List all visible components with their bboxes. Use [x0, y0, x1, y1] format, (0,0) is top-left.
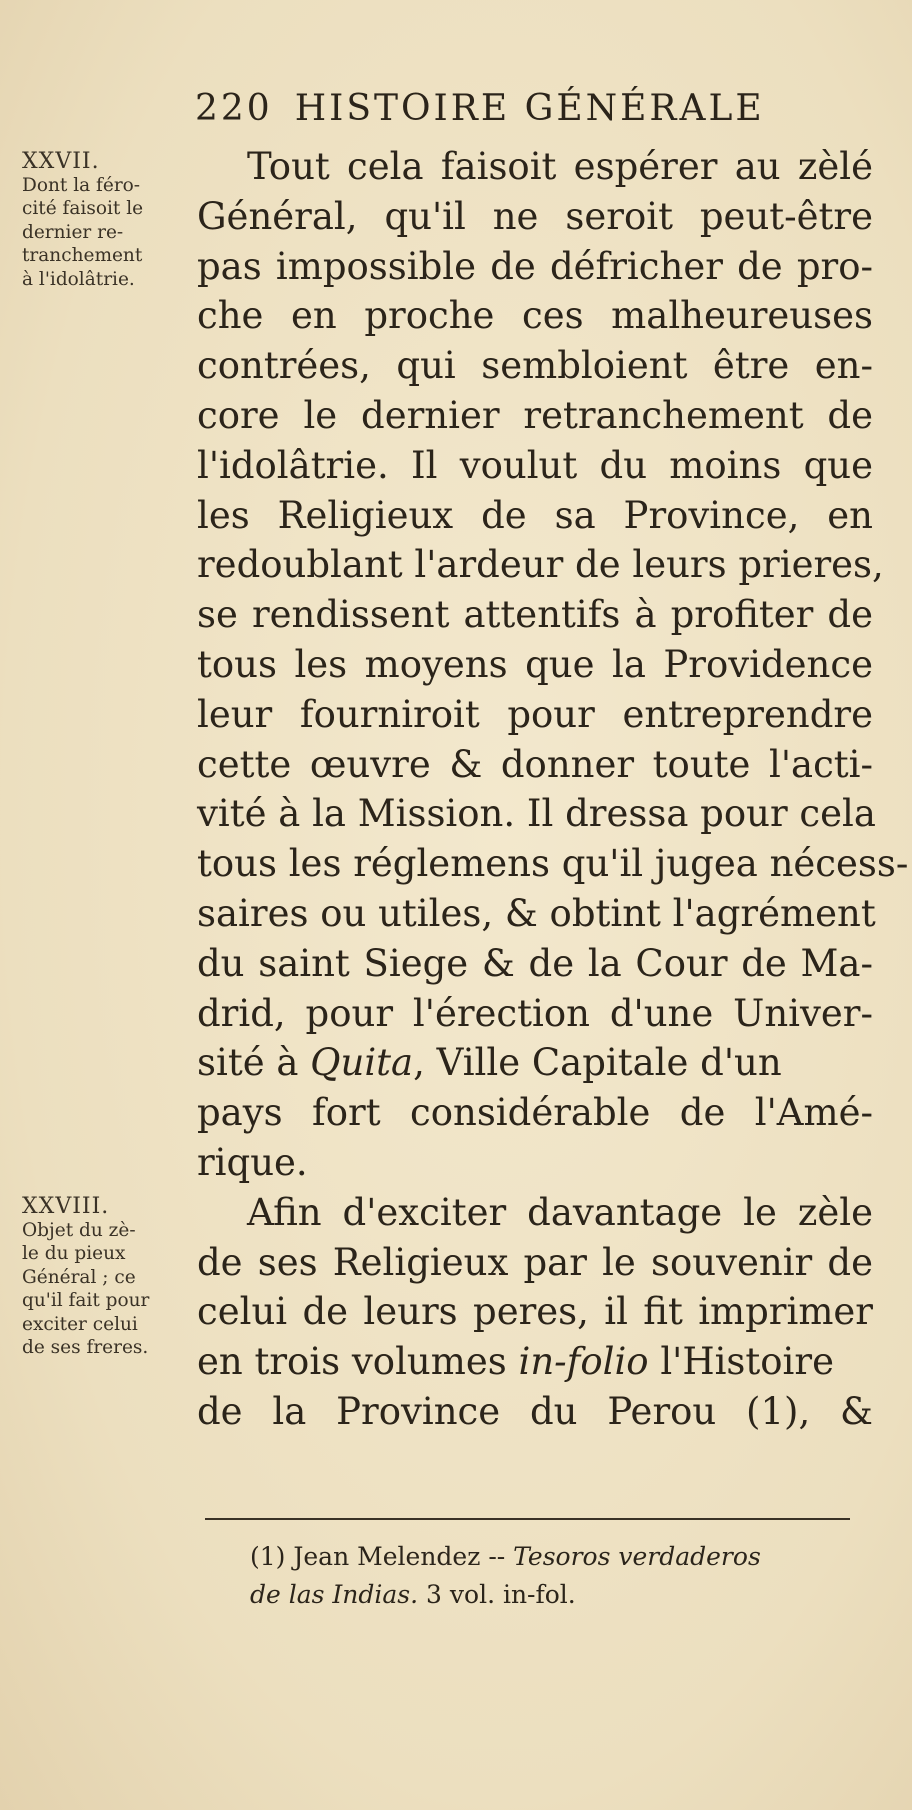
text-line: redoublant l'ardeur de leurs prieres, [197, 543, 884, 587]
place-name-quita: Quita [310, 1041, 414, 1085]
text-line: Général, qu'il ne seroit peut-être [197, 194, 873, 238]
margin-note-28 [22, 1195, 197, 1360]
footnote-rule [205, 1518, 850, 1520]
main-text [197, 142, 909, 1437]
text-line: drid, pour l'érection d'une Univer- [197, 991, 873, 1035]
text-line: tous les réglemens qu'il jugea nécess- [197, 842, 909, 886]
text-line: che en proche ces malheureuses [197, 294, 873, 338]
margin-note-line: Général ; ce [22, 1266, 136, 1288]
margin-note-27 [22, 150, 197, 291]
text-line: pays fort considérable de l'Amé- [197, 1091, 873, 1135]
margin-note-number: XXVIII. [22, 1194, 110, 1219]
text-line: de ses Religieux par le souvenir de [197, 1240, 873, 1284]
margin-note-line: Objet du zè- [22, 1219, 136, 1241]
text-line: Tout cela faisoit espérer au zèlé [247, 145, 873, 188]
footnote-title: Tesoros verdaderos [513, 1542, 761, 1571]
text-line: l'idolâtrie. Il voulut du moins que [197, 443, 873, 487]
text-line-quita [197, 1038, 873, 1088]
text-line: saires ou utiles, & obtint l'agrément [197, 891, 876, 935]
text-line: les Religieux de sa Province, en [197, 493, 873, 537]
text-line: tous les moyens que la Providence [197, 642, 873, 686]
text-line: contrées, qui sembloient être en- [197, 344, 873, 388]
text-line: du saint Siege & de la Cour de Ma- [197, 941, 873, 985]
text-line: se rendissent attentifs à profiter de [197, 593, 873, 637]
margin-note-line: Dont la féro- [22, 174, 141, 196]
margin-note-line: à l'idolâtrie. [22, 268, 135, 290]
margin-note-line: qu'il fait pour [22, 1290, 150, 1311]
text-fragment: en trois volumes [197, 1340, 519, 1384]
margin-note-line: tranchement [22, 245, 143, 266]
text-line: de la Province du Perou (1), & [197, 1389, 873, 1433]
margin-note-line: de ses freres. [22, 1337, 149, 1358]
text-fragment: sité à [197, 1041, 311, 1085]
footnote-text: (1) Jean Melendez -- [250, 1542, 514, 1571]
text-fragment: l'Histoire [648, 1340, 834, 1384]
footnote [250, 1538, 870, 1614]
running-header [195, 88, 875, 129]
footnote-line-2 [250, 1576, 870, 1614]
footnote-line-1 [250, 1538, 870, 1576]
text-line: celui de leurs peres, il fit imprimer [197, 1290, 873, 1334]
footnote-title: de las Indias. [250, 1580, 419, 1609]
text-fragment: , Ville Capitale d'un [413, 1041, 782, 1085]
text-line: leur fourniroit pour entreprendre [197, 692, 873, 736]
text-line-infolio [197, 1337, 873, 1387]
margin-note-number: XXVII. [22, 149, 100, 174]
text-line: vité à la Mission. Il dressa pour cela [197, 792, 876, 836]
running-title: HISTOIRE GÉNÉRALE [294, 88, 765, 129]
text-line: cette œuvre & donner toute l'acti- [197, 742, 873, 786]
page-number: 220 [195, 88, 273, 129]
text-line: core le dernier retranchement de [197, 393, 873, 437]
margin-note-line: dernier re- [22, 221, 124, 243]
margin-note-line: cité faisoit le [22, 198, 144, 219]
text-line: pas impossible de défricher de pro- [197, 244, 873, 288]
footnote-text: 3 vol. in-fol. [418, 1580, 576, 1609]
text-line: Afin d'exciter davantage le zèle [247, 1190, 873, 1234]
margin-note-line: exciter celui [22, 1313, 138, 1335]
text-line: rique. [197, 1140, 308, 1184]
margin-note-line: le du pieux [22, 1243, 126, 1264]
format-in-folio: in-folio [518, 1340, 649, 1384]
